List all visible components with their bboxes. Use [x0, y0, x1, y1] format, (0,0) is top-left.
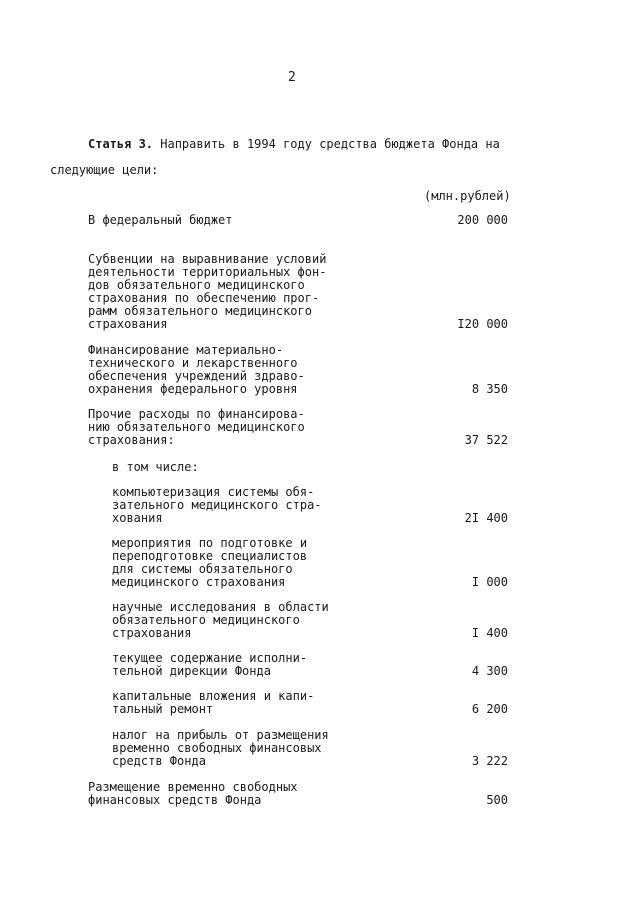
subitem-value: I 000	[471, 575, 508, 589]
item-description: Размещение временно свободных финансовых средств Фонда	[88, 780, 298, 807]
item-description: В федеральный бюджет	[88, 213, 233, 227]
subitem-description: компьютеризация системы обя- зательного медицинского стра- хования	[112, 485, 322, 525]
item-description: Финансирование материально- технического и лекарственного обеспечения учреждений здраво- охранения федерального уровня	[88, 343, 305, 396]
article-text-line2: следующие цели:	[50, 163, 159, 177]
subitem-value: 2I 400	[464, 511, 508, 525]
including-label: в том числе:	[112, 460, 199, 474]
subitem-description: капитальные вложения и капи- тальный ремонт	[112, 689, 315, 716]
item-value: 8 350	[471, 382, 508, 396]
subitem-description: налог на прибыль от размещения временно свободных финансовых средств Фонда	[112, 728, 329, 768]
item-description: Субвенции на выравнивание условий деятельности территориальных фон- дов обязательного медицинского страхования по обеспечению прог- рамм обязательного медицинского страхования	[88, 252, 327, 331]
item-value: 500	[486, 793, 508, 807]
item-value: 200 000	[457, 213, 508, 227]
item-description: Прочие расходы по финансирова- нию обязательного медицинского страхования:	[88, 407, 305, 447]
units-label: (млн.рублей)	[424, 189, 511, 203]
page-number: 2	[288, 70, 296, 85]
article-text-line1: Направить в 1994 году средства бюджета Фонда на	[153, 137, 500, 151]
subitem-description: текущее содержание исполни- тельной дирекции Фонда	[112, 651, 308, 678]
subitem-description: мероприятия по подготовке и переподготовке специалистов для системы обязательного медицинского страхования	[112, 536, 308, 589]
subitem-value: 4 300	[471, 664, 508, 678]
subitem-description: научные исследования в области обязательного медицинского страхования	[112, 600, 329, 640]
item-value: I20 000	[457, 317, 508, 331]
article-label: Статья 3.	[88, 137, 154, 151]
article-heading	[88, 138, 500, 150]
subitem-value: I 400	[471, 626, 508, 640]
subitem-value: 3 222	[471, 754, 508, 768]
subitem-value: 6 200	[471, 702, 508, 716]
item-value: 37 522	[464, 433, 508, 447]
